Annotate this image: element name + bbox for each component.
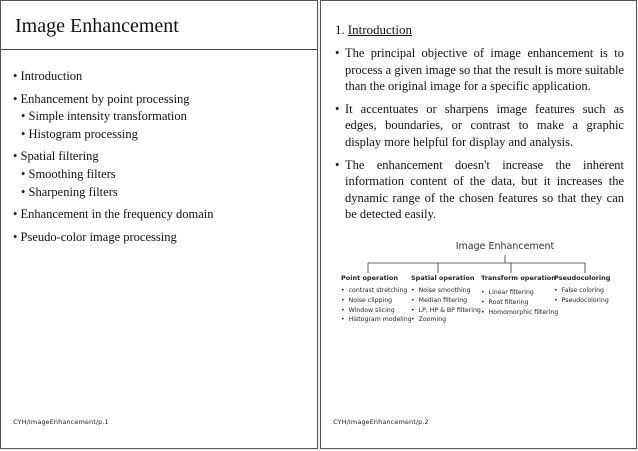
branch-pseudocoloring — [554, 274, 610, 306]
section-heading — [335, 22, 412, 38]
branch-items — [554, 286, 610, 306]
branch-item: • Histogram modeling — [341, 315, 412, 325]
outline-subitem: • Simple intensity transformation — [21, 109, 187, 124]
outline-list — [13, 68, 308, 246]
page-footer: CYH/ImageEnhancement/p.2 — [333, 418, 429, 426]
outline-subitem: • Sharpening filters — [21, 184, 118, 199]
diagram-root-label: Image Enhancement — [455, 241, 555, 252]
branch-item: • Pseudocoloring — [554, 296, 610, 306]
branch-point-operation — [341, 274, 412, 325]
outline-subitem: • Smoothing filters — [21, 166, 116, 181]
branch-item: • Root filtering — [481, 298, 558, 308]
branch-item: • False coloring — [554, 286, 610, 296]
page-right — [320, 0, 637, 449]
outline-item: • Enhancement in the frequency domain — [13, 207, 214, 222]
branch-item: • Linear filtering — [481, 288, 558, 298]
bullet-text: The enhancement doesn't increase the inherent information content of the data, but it increases the dynamic range of the chosen features so that they can be detected easily. — [345, 157, 624, 222]
branch-item: • LP, HP & BP filtering — [411, 306, 481, 316]
section-title: Introduction — [347, 22, 413, 37]
branch-items — [481, 288, 558, 317]
bullet-icon: • — [335, 101, 340, 116]
branch-item: • Median filtering — [411, 296, 481, 306]
branch-transform-operation — [481, 274, 558, 317]
bullet-item — [335, 157, 624, 223]
bullet-text: It accentuates or sharpens image features such as edges, boundaries, or contrast to make a graphic display more helpful for display and analysis. — [345, 101, 624, 149]
branch-label: Pseudocoloring — [554, 274, 611, 282]
outline-item: • Pseudo-color image processing — [13, 229, 177, 244]
branch-items — [341, 286, 412, 325]
branch-label: Transform operation — [481, 274, 556, 282]
enhancement-tree-diagram — [335, 241, 627, 341]
page-footer: CYH/ImageEnhancement/p.1 — [13, 418, 109, 426]
section-number: 1. — [335, 22, 345, 37]
bullet-text: The principal objective of image enhancement is to process a given image so that the result is more suitable than the original image for a specific application. — [345, 46, 624, 94]
bullet-icon: • — [335, 157, 340, 172]
page-title: Image Enhancement — [15, 15, 179, 37]
branch-item: • contrast stretching — [341, 286, 412, 296]
branch-spatial-operation — [411, 274, 481, 325]
page-left — [0, 0, 318, 449]
outline-item: • Enhancement by point processing — [13, 91, 190, 106]
bullet-icon: • — [335, 46, 340, 60]
outline-subitem: • Histogram processing — [21, 126, 138, 141]
bullet-item — [335, 45, 624, 95]
outline-item: • Introduction — [13, 69, 83, 83]
title-divider — [1, 49, 317, 50]
bullet-item — [335, 101, 624, 151]
outline-item: • Spatial filtering — [13, 149, 99, 164]
branch-item: • Noise smoothing — [411, 286, 481, 296]
branch-label: Spatial operation — [411, 274, 475, 282]
bullet-list — [335, 45, 624, 229]
branch-label: Point operation — [341, 274, 399, 282]
branch-item: • Zooming — [411, 315, 481, 325]
branch-item: • Window slicing — [341, 306, 412, 316]
branch-item: • Homomorphic filtering — [481, 308, 558, 318]
branch-items — [411, 286, 481, 325]
branch-item: • Noise clipping — [341, 296, 412, 306]
